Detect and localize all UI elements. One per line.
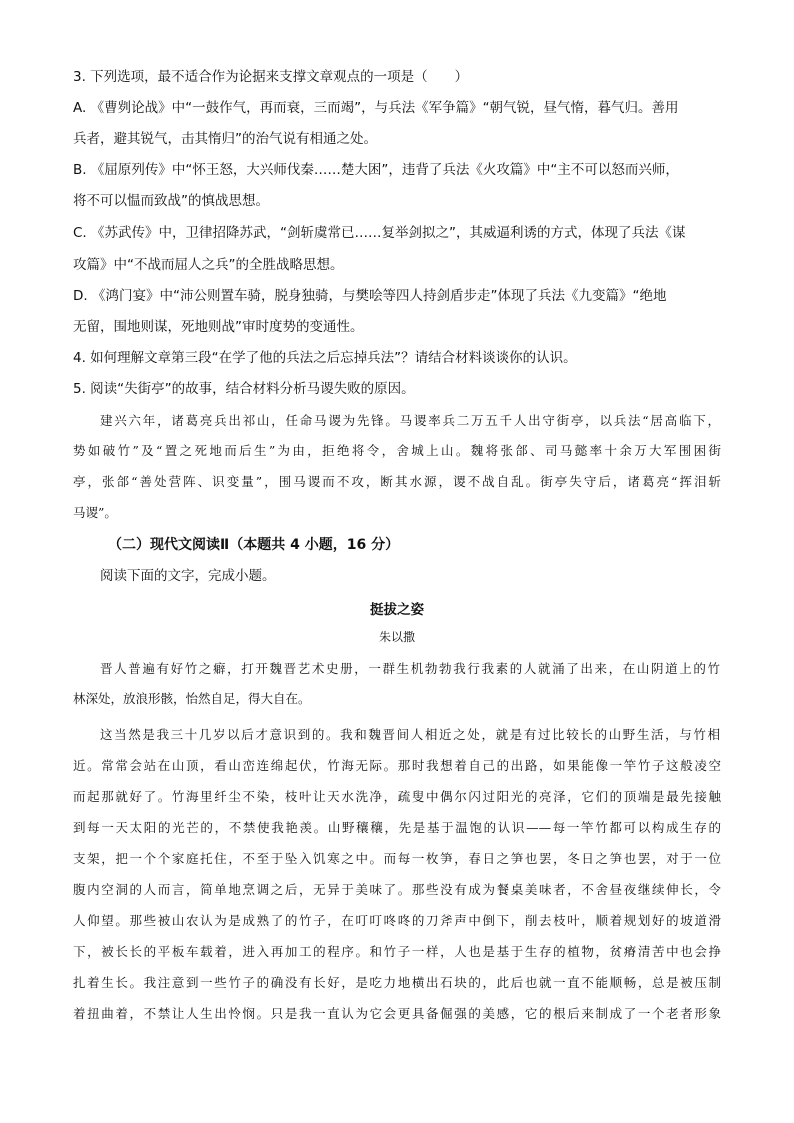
article-author: 朱以撒 <box>378 630 415 644</box>
option-d-line-2: 无留，围地则谋，死地则战”审时度势的变通性。 <box>73 319 364 335</box>
section-instruction: 阅读下面的文字，完成小题。 <box>100 568 276 584</box>
section-heading: （二）现代文阅读Ⅱ（本题共 4 小题，16 分） <box>108 537 400 553</box>
paragraph-2-line-1: 这当然是我三十几岁以后才意识到的。我和魏晋间人相近之处，就是有过比较长的山野生活，与竹相 <box>100 727 720 742</box>
paragraph-2-line-8: 下，被长长的平板车载着，进入再加工的程序。和竹子一样，人也是基于生存的植物，贫瘠清苦中也会挣 <box>73 944 721 959</box>
paragraph-2-line-4: 到每一天太阳的光芒的，不禁使我艳羡。山野穰穰，先是基于温饱的认识——每一竿竹都可以构成生存的 <box>73 820 721 835</box>
option-b-line-2: 将不可以愠而致战”的慎战思想。 <box>73 193 269 209</box>
material-line-4: 马谡”。 <box>73 505 117 520</box>
material-line-1: 建兴六年，诸葛亮兵出祁山，任命马谡为先锋。马谡率兵二万五千人出守街亭，以兵法“居高临下， <box>100 413 720 428</box>
material-line-2: 势如破竹”及“置之死地而后生”为由，拒绝将令，舍城上山。魏将张郃、司马懿率十余万大军围困街 <box>73 443 721 458</box>
question-5: 5. 阅读“失街亭”的故事，结合材料分析马谡失败的原因。 <box>73 381 415 397</box>
question-4: 4. 如何理解文章第三段“在学了他的兵法之后忘掉兵法”？请结合材料谈谈你的认识。 <box>73 350 577 366</box>
option-a-line-1: A. 《曹刿论战》中“一鼓作气，再而衰，三而竭”，与兵法《军争篇》“朝气锐，昼气惰，暮气归。善用 <box>73 100 679 116</box>
article-title: 挺拔之姿 <box>370 602 424 618</box>
paragraph-2-line-7: 人仰望。那些被山农认为是成熟了的竹子，在叮叮咚咚的刀斧声中倒下，削去枝叶，顺着规划好的坡道滑 <box>73 913 721 928</box>
paragraph-2-line-10: 着扭曲着，不禁让人生出怜悯。只是我一直认为它会更具备倔强的美感，它的根后来制成了一个老者形象 <box>73 1006 721 1021</box>
paragraph-2-line-9: 扎着生长。我注意到一些竹子的确没有长好，是吃力地横出石块的，此后也就一直不能顺畅，总是被压制 <box>73 975 721 990</box>
option-d-line-1: D. 《鸿门宴》中“沛公则置车骑，脱身独骑，与樊哙等四人持剑盾步走”体现了兵法《九变篇》“绝地 <box>73 288 667 304</box>
option-c-line-2: 攻篇》中“不战而屈人之兵”的全胜战略思想。 <box>73 257 344 273</box>
paragraph-2-line-5: 支架，把一个个家庭托住，不至于坠入饥寒之中。而每一枚笋，春日之笋也罢，冬日之笋也罢，对于一位 <box>73 851 721 866</box>
paragraph-2-line-3: 而起那就好了。竹海里纤尘不染，枝叶让天水洗净，疏叟中偶尔闪过阳光的亮泽，它们的顶端是最先接触 <box>73 789 721 804</box>
option-c-line-1: C. 《苏武传》中，卫律招降苏武，“剑斩虞常已……复举剑拟之”，其威逼利诱的方式，体现了兵法《谋 <box>73 225 686 241</box>
option-a-line-2: 兵者，避其锐气，击其惰归”的治气说有相通之处。 <box>73 131 377 147</box>
paragraph-2-line-6: 腹内空洞的人而言，简单地烹调之后，无异于美味了。那些没有成为餐桌美味者，不舍昼夜继续伸长，令 <box>73 882 721 897</box>
paragraph-1-line-1: 晋人普遍有好竹之癖，打开魏晋艺术史册，一群生机勃勃我行我素的人就涌了出来，在山阴道上的竹 <box>100 661 720 676</box>
question-3-stem: 3. 下列选项，最不适合作为论据来支撑文章观点的一项是（ ） <box>73 69 469 85</box>
paragraph-1-line-2: 林深处，放浪形骸，怡然自足，得大自在。 <box>73 691 311 706</box>
material-line-3: 亭，张郃“善处营阵、识变量”，围马谡而不攻，断其水源，谡不战自乱。街亭失守后，诸葛亮“挥泪斩 <box>73 474 721 489</box>
option-b-line-1: B. 《屈原列传》中“怀王怒，大兴师伐秦……楚大困”，违背了兵法《火攻篇》中“主不可以怒而兴师， <box>73 162 679 178</box>
paragraph-2-line-2: 近。常常会站在山顶，看山峦连绵起伏，竹海无际。那时我想着自己的出路，如果能像一竿竹子这般凌空 <box>73 758 721 773</box>
